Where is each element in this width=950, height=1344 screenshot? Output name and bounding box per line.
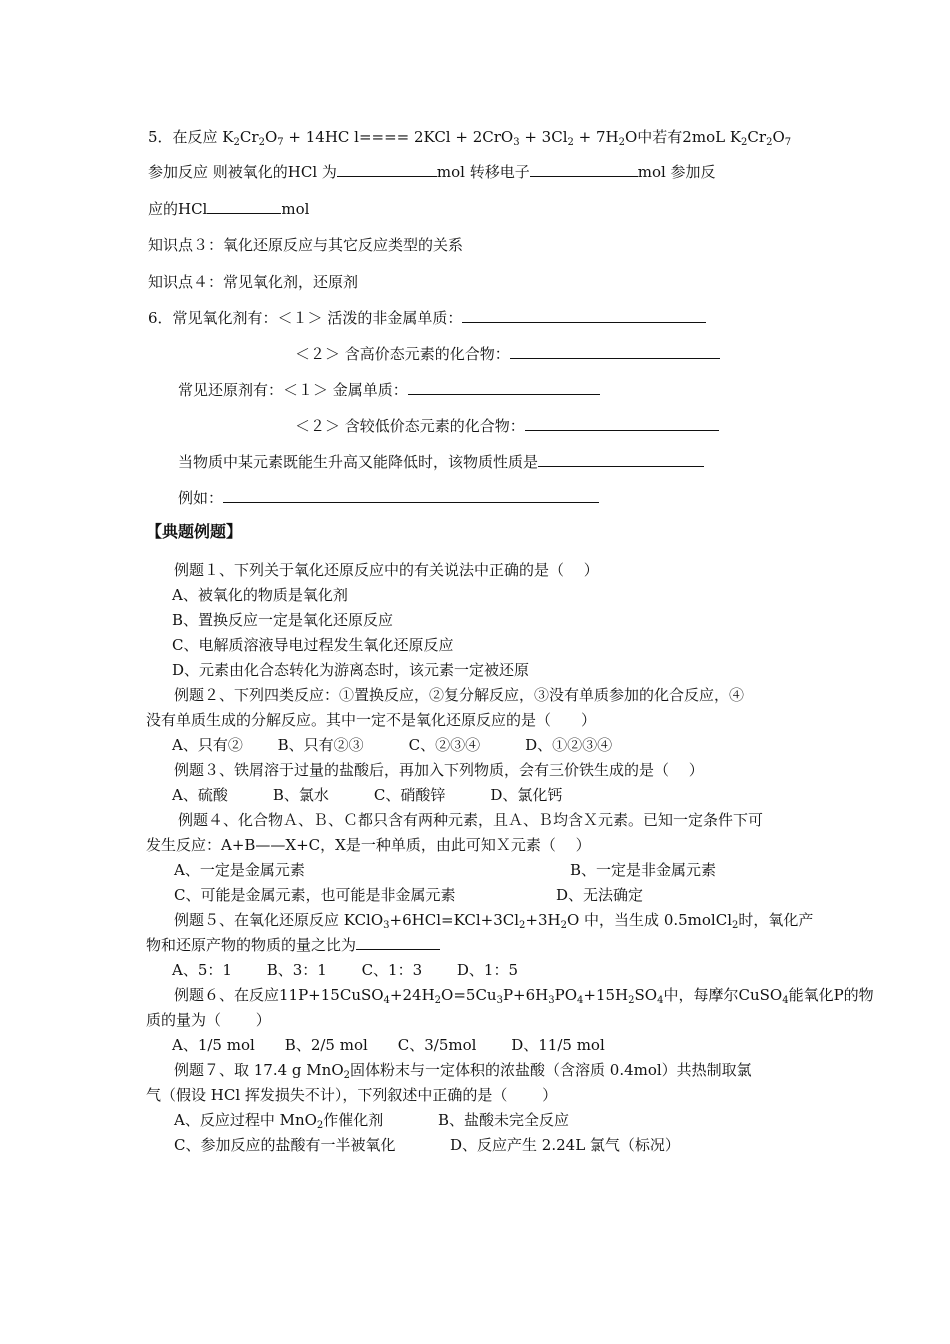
ex4-question-2: 发生反应：A+B——X+C，X是一种单质，由此可知Ｘ元素（ ） [146,836,591,854]
q6-line2: ＜２＞ 含高价态元素的化合物： [295,344,720,364]
answer-blank[interactable] [223,488,599,503]
ex7-option-d: D、反应产生 2.24L 氯气（标况） [450,1136,680,1154]
ex7-question-2: 气（假设 HCl 挥发损失不计），下列叙述中正确的是（ ） [146,1086,558,1104]
ex5-question-2: 物和还原产物的物质的量之比为 [146,935,440,955]
q6-line3: 常见还原剂有：＜１＞ 金属单质： [178,380,600,400]
ex7-option-a: A、反应过程中 MnO$_2$作催化剂 [174,1111,384,1131]
answer-blank[interactable] [462,308,706,323]
section-title: 【典题例题】 [146,522,243,541]
answer-blank[interactable] [337,162,437,177]
ex2-options: A、只有② B、只有②③ C、②③④ D、①②③④ [172,736,613,754]
knowledge-point-3: 知识点３：氧化还原反应与其它反应类型的关系 [148,236,464,254]
ex3-options: A、硫酸 B、氯水 C、硝酸锌 D、氯化钙 [172,786,563,804]
q6-line6: 例如： [178,488,599,508]
ex1-option-c: C、电解质溶液导电过程发生氧化还原反应 [172,636,454,654]
answer-blank[interactable] [408,380,600,395]
ex1-option-b: B、置换反应一定是氧化还原反应 [172,611,394,629]
ex1-question: 例题１、下列关于氧化还原反应中的有关说法中正确的是（ ） [174,561,599,579]
ex6-options: A、1/5 mol B、2/5 mol C、3/5mol D、11/5 mol [172,1036,605,1054]
q5-line1: 5．在反应 $K_2Cr_2O_7 + 14HC$ $l==== 2KCl + 2CrO_3 + 3Cl_2 + 7H_2O$中若有2moL $K_2Cr_2O_7$ [148,128,792,148]
answer-blank[interactable] [356,935,440,950]
answer-blank[interactable] [525,416,719,431]
ex6-question-2: 质的量为（ ） [146,1011,271,1029]
ex4-question-1: 例题４、化合物Ａ、Ｂ、Ｃ都只含有两种元素，且Ａ、Ｂ均含Ｘ元素。已知一定条件下可 [178,811,764,829]
ex7-question-1: 例题７、取 17.4 g MnO$_2$固体粉末与一定体积的浓盐酸（含溶质 0.4mol）共热制取氯 [174,1061,752,1081]
ex4-option-b: B、一定是非金属元素 [570,861,717,879]
ex6-question-1: 例题６、在反应$11P+15CuSO_4+24H_2O=5Cu_3P+6H_3PO_4+15H_2SO_4$中，每摩尔CuSO$_4$能氧化P的物 [174,986,874,1006]
ex4-option-a: A、一定是金属元素 [174,861,305,879]
q6-line4: ＜２＞ 含较低价态元素的化合物： [295,416,719,436]
q5-line2: 参加反应 则被氧化的HCl 为 mol 转移电子 mol 参加反 [148,163,716,181]
ex3-question: 例题３、铁屑溶于过量的盐酸后，再加入下列物质，会有三价铁生成的是（ ） [174,761,704,779]
ex1-option-a: A、被氧化的物质是氧化剂 [172,586,348,604]
q5-line3: 应的HCl mol [148,200,310,218]
ex4-option-d: D、无法确定 [556,886,644,904]
ex4-option-c: C、可能是金属元素，也可能是非金属元素 [174,886,456,904]
ex2-question-2: 没有单质生成的分解反应。其中一定不是氧化还原反应的是（ ） [146,711,597,729]
ex7-option-b: B、盐酸未完全反应 [438,1111,570,1129]
ex5-options: A、5：1 B、3：1 C、1：3 D、1：5 [172,961,519,979]
answer-blank[interactable] [207,199,281,214]
answer-blank[interactable] [510,344,720,359]
ex1-option-d: D、元素由化合态转化为游离态时，该元素一定被还原 [172,661,530,679]
answer-blank[interactable] [538,452,704,467]
q6-line5: 当物质中某元素既能生升高又能降低时，该物质性质是 [178,452,704,472]
ex7-option-c: C、参加反应的盐酸有一半被氧化 [174,1136,396,1154]
answer-blank[interactable] [530,162,638,177]
ex2-question-1: 例题２、下列四类反应：①置换反应，②复分解反应，③没有单质参加的化合反应，④ [174,686,745,704]
knowledge-point-4: 知识点４：常见氧化剂，还原剂 [148,273,359,291]
ex5-question-1: 例题５、在氧化还原反应 $KClO_3+6HCl=KCl+3Cl_2+3H_2O$ 中，当生成 0.5molCl$_2$时，氧化产 [174,911,814,931]
q6-line1: 6．常见氧化剂有：＜１＞ 活泼的非金属单质： [148,308,706,328]
